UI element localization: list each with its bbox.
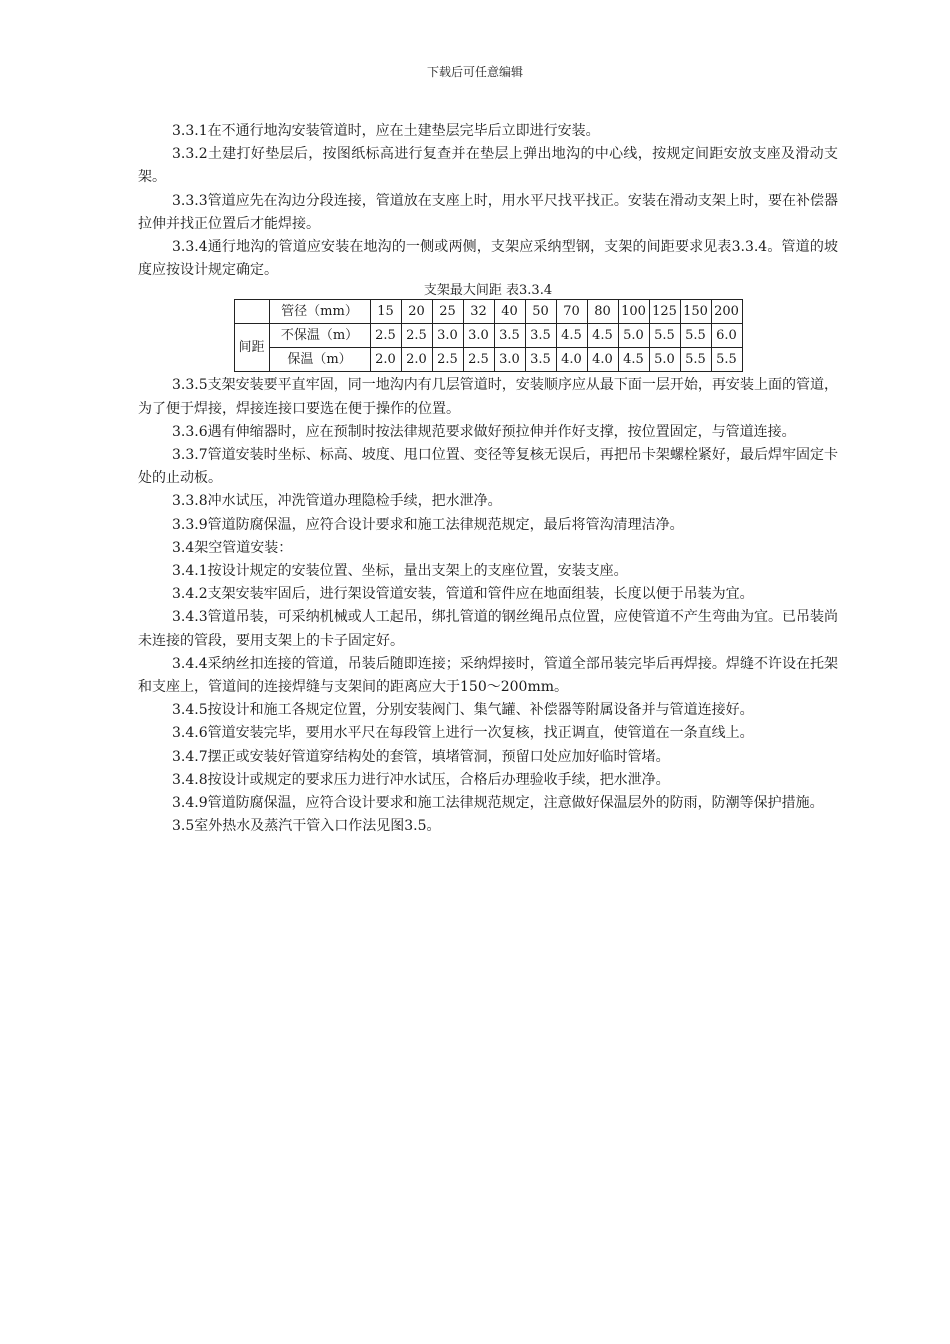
paragraph: 3.3.5支架安装要平直牢固，同一地沟内有几层管道时，安装顺序应从最下面一层开始，再安装上面的管道，为了便于焊接，焊接连接口要选在便于操作的位置。 xyxy=(138,377,838,417)
table-corner-cell xyxy=(234,300,269,324)
support-spacing-table xyxy=(234,299,743,372)
paragraph: 3.3.6遇有伸缩器时，应在预制时按法律规范要求做好预拉伸并作好支撑，按位置固定，与管道连接。 xyxy=(172,423,796,440)
value-cell: 3.0 xyxy=(494,348,525,372)
value-cell: 4.5 xyxy=(618,348,649,372)
value-cell: 2.5 xyxy=(463,348,494,372)
value-cell: 4.0 xyxy=(556,348,587,372)
diameter-cell: 70 xyxy=(556,300,587,324)
paragraph: 3.3.3管道应先在沟边分段连接，管道放在支座上时，用水平尺找平找正。安装在滑动支架上时，要在补偿器拉伸并找正位置后才能焊接。 xyxy=(138,192,838,232)
diameter-cell: 25 xyxy=(432,300,463,324)
paragraph: 3.4.3管道吊装，可采纳机械或人工起吊，绑扎管道的钢丝绳吊点位置，应使管道不产生弯曲为宜。已吊装尚未连接的管段，要用支架上的卡子固定好。 xyxy=(138,609,838,649)
value-cell: 5.5 xyxy=(680,324,711,348)
row-label-cell: 保温（m） xyxy=(269,348,370,372)
value-cell: 4.0 xyxy=(587,348,618,372)
diameter-cell: 200 xyxy=(711,300,742,324)
section-before-table xyxy=(138,120,838,282)
paragraph: 3.4.8按设计或规定的要求压力进行冲水试压，合格后办理验收手续，把水泄净。 xyxy=(172,771,670,788)
value-cell: 5.5 xyxy=(649,324,680,348)
paragraph: 3.3.9管道防腐保温，应符合设计要求和施工法律规范规定，最后将管沟清理洁净。 xyxy=(172,516,684,533)
value-cell: 3.5 xyxy=(525,324,556,348)
page-header: 下载后可任意编辑 xyxy=(426,65,523,79)
paragraph: 3.4.1按设计规定的安装位置、坐标，量出支架上的支座位置，安装支座。 xyxy=(172,563,628,580)
table-header-row xyxy=(234,300,742,324)
table-row xyxy=(234,348,742,372)
paragraph: 3.4.2支架安装牢固后，进行架设管道安装，管道和管件应在地面组装，长度以便于吊装为宜。 xyxy=(172,586,754,603)
paragraph: 3.3.7管道安装时坐标、标高、坡度、甩口位置、变径等复核无误后，再把吊卡架螺栓紧好，最后焊牢固定卡处的止动板。 xyxy=(138,447,838,487)
value-cell: 4.5 xyxy=(556,324,587,348)
table-caption: 支架最大间距 表3.3.4 xyxy=(423,283,553,299)
paragraph: 3.3.2土建打好垫层后，按图纸标高进行复查并在垫层上弹出地沟的中心线，按规定间距安放支座及滑动支架。 xyxy=(138,146,838,186)
paragraph: 3.4.7摆正或安装好管道穿结构处的套管，填堵管洞，预留口处应加好临时管堵。 xyxy=(172,748,670,765)
value-cell: 5.5 xyxy=(680,348,711,372)
value-cell: 3.5 xyxy=(494,324,525,348)
value-cell: 2.0 xyxy=(370,348,401,372)
paragraph: 3.4.6管道安装完毕，要用水平尺在每段管上进行一次复核，找正调直，使管道在一条直线上。 xyxy=(172,725,754,742)
diameter-cell: 32 xyxy=(463,300,494,324)
table-row xyxy=(234,324,742,348)
diameter-cell: 40 xyxy=(494,300,525,324)
value-cell: 2.5 xyxy=(370,324,401,348)
diameter-cell: 20 xyxy=(401,300,432,324)
value-cell: 6.0 xyxy=(711,324,742,348)
diameter-cell: 15 xyxy=(370,300,401,324)
diameter-label-cell: 管径（mm） xyxy=(269,300,370,324)
paragraph: 3.4架空管道安装： xyxy=(172,539,293,556)
value-cell: 4.5 xyxy=(587,324,618,348)
diameter-cell: 150 xyxy=(680,300,711,324)
diameter-cell: 80 xyxy=(587,300,618,324)
document-body xyxy=(138,120,838,838)
paragraph: 3.4.4采纳丝扣连接的管道，吊装后随即连接；采纳焊接时，管道全部吊装完毕后再焊接。焊缝不许设在托架和支座上，管道间的连接焊缝与支架间的距离应大于150～200mm。 xyxy=(138,655,838,696)
paragraph: 3.3.8冲水试压，冲洗管道办理隐检手续，把水泄净。 xyxy=(172,493,502,510)
paragraph: 3.3.4通行地沟的管道应安装在地沟的一侧或两侧，支架应采纳型钢，支架的间距要求见表3.3.4。管道的坡度应按设计规定确定。 xyxy=(138,239,838,279)
value-cell: 5.0 xyxy=(618,324,649,348)
paragraph: 3.4.5按设计和施工各规定位置，分别安装阀门、集气罐、补偿器等附属设备并与管道连接好。 xyxy=(172,702,754,719)
diameter-cell: 50 xyxy=(525,300,556,324)
value-cell: 5.0 xyxy=(649,348,680,372)
value-cell: 2.5 xyxy=(432,348,463,372)
diameter-cell: 100 xyxy=(618,300,649,324)
value-cell: 5.5 xyxy=(711,348,742,372)
paragraph: 3.5室外热水及蒸汽干管入口作法见图3.5。 xyxy=(172,818,441,835)
value-cell: 3.5 xyxy=(525,348,556,372)
section-after-table xyxy=(138,374,838,838)
value-cell: 2.5 xyxy=(401,324,432,348)
spacing-group-label-cell: 间距 xyxy=(234,324,269,372)
value-cell: 3.0 xyxy=(432,324,463,348)
diameter-cell: 125 xyxy=(649,300,680,324)
paragraph: 3.3.1在不通行地沟安装管道时，应在土建垫层完毕后立即进行安装。 xyxy=(172,123,600,139)
row-label-cell: 不保温（m） xyxy=(269,324,370,348)
value-cell: 2.0 xyxy=(401,348,432,372)
value-cell: 3.0 xyxy=(463,324,494,348)
paragraph: 3.4.9管道防腐保温，应符合设计要求和施工法律规范规定，注意做好保温层外的防雨，防潮等保护措施。 xyxy=(172,795,824,812)
